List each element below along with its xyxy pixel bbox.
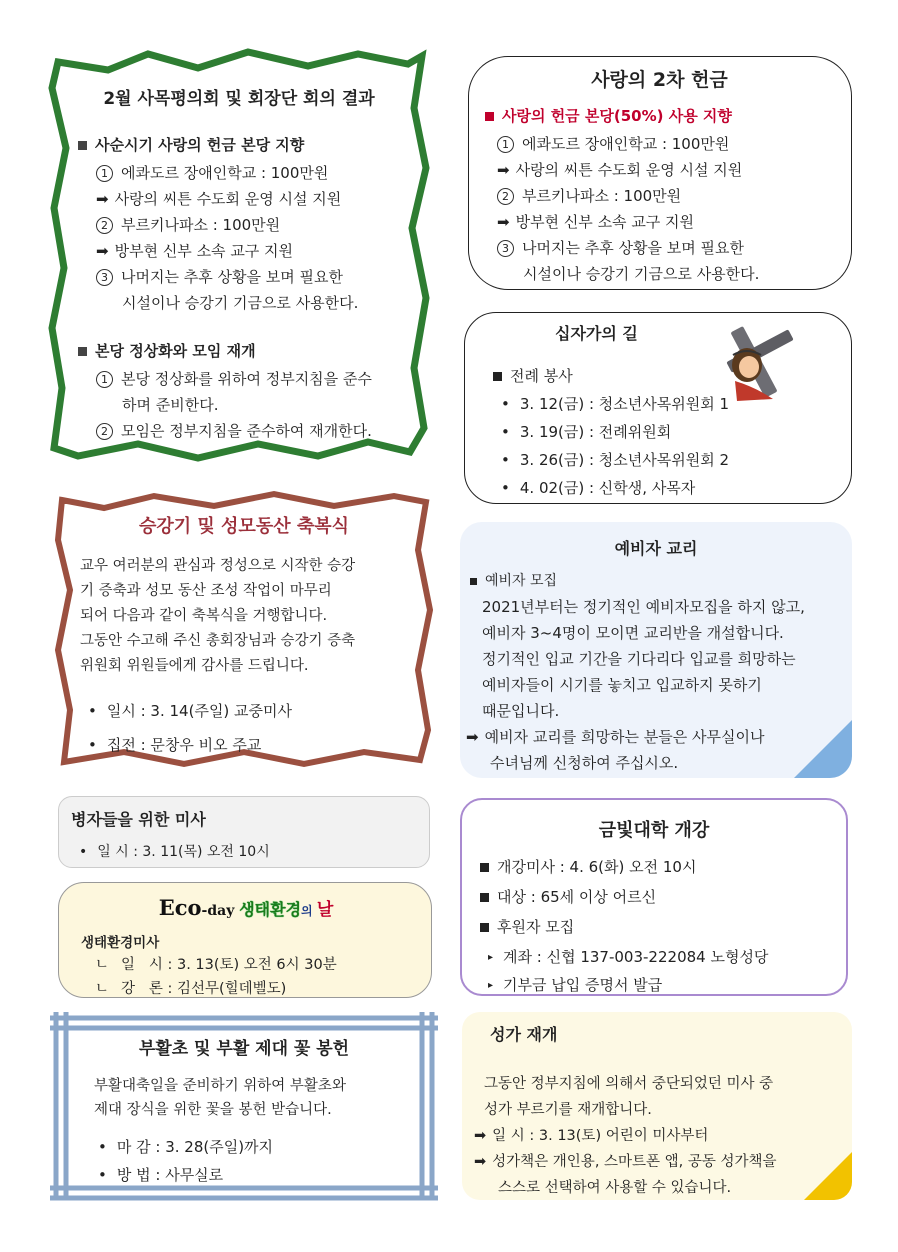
bullet-dot-icon: • <box>501 395 510 413</box>
ecoday-row <box>95 953 337 974</box>
heading-text: 사랑의 헌금 본당(50%) 사용 지향 <box>502 107 732 125</box>
catechumen-paragraph-line: 2021년부터는 정기적인 예비자모집을 하지 않고, <box>482 598 805 616</box>
blue-corner-accent <box>794 720 852 778</box>
circled-number-icon: 1 <box>497 136 514 153</box>
arrow-right-icon: ➡ <box>474 1128 487 1144</box>
day-word: -day <box>201 903 240 919</box>
heading-text: 전례 봉사 <box>510 367 573 385</box>
council-item <box>122 394 218 415</box>
blessing-bullet <box>88 734 261 755</box>
square-bullet-icon <box>480 863 489 872</box>
sick-mass-section <box>58 796 430 868</box>
item-text: 대상 : 65세 이상 어르신 <box>497 888 657 906</box>
love-offering-title: 사랑의 2차 헌금 <box>591 69 728 91</box>
bullet-text: 마 감 : 3. 28(주일)까지 <box>116 1138 274 1156</box>
ecoday-section <box>58 882 432 998</box>
square-bullet-icon <box>470 578 477 585</box>
council-item <box>122 292 358 313</box>
hymns-note <box>474 1150 777 1171</box>
council-item <box>96 214 280 235</box>
item-text: 3. 26(금) : 청소년사목위원회 2 <box>519 451 730 469</box>
council-section1-heading <box>78 134 304 155</box>
flowers-section <box>50 1012 438 1200</box>
item-text: 개강미사 : 4. 6(화) 오전 10시 <box>497 858 697 876</box>
offering-item <box>497 185 681 206</box>
blessing-title: 승강기 및 성모동산 축복식 <box>138 516 350 537</box>
bullet-text: 방 법 : 사무실로 <box>116 1166 224 1184</box>
catechumen-paragraph-line: 예비자들이 시기를 놓치고 입교하지 못하기 <box>482 676 762 694</box>
bullet-dot-icon: • <box>501 451 510 469</box>
golden-univ-section <box>460 798 848 996</box>
hymns-title: 성가 재개 <box>490 1025 558 1044</box>
stations-item <box>501 449 729 470</box>
bullet-text: 일시 : 3. 14(주일) 교중미사 <box>106 702 293 720</box>
arrow-right-icon: ➡ <box>497 161 510 179</box>
item-text: 하며 준비한다. <box>122 396 219 414</box>
blessing-section <box>54 490 434 768</box>
flowers-paragraph-line: 부활대축일을 준비하기 위하여 부활초와 <box>94 1078 346 1094</box>
bullet-dot-icon: • <box>501 479 510 497</box>
sick-mass-item <box>79 841 270 861</box>
council-item <box>96 368 372 389</box>
item-text: 3. 19(금) : 전례위원회 <box>519 423 672 441</box>
catechumen-heading <box>470 570 557 590</box>
day-kr-word: 날 <box>316 900 334 920</box>
note-text: 예비자 교리를 희망하는 분들은 사무실이나 <box>484 728 765 746</box>
square-bullet-icon <box>485 112 494 121</box>
hymns-paragraph-line: 그동안 정부지침에 의해서 중단되었던 미사 중 <box>484 1076 774 1092</box>
item-text: 4. 02(금) : 신학생, 사목자 <box>519 479 696 497</box>
item-text: 에콰도르 장애인학교 : 100만원 <box>522 135 730 153</box>
blessing-paragraph-line: 되어 다음과 같이 축복식을 거행합니다. <box>80 608 328 624</box>
hymns-section <box>462 1012 852 1200</box>
blessing-paragraph-line: 위원회 위원들에게 감사를 드립니다. <box>80 658 309 674</box>
council-item <box>96 240 293 261</box>
catechumen-paragraph-line: 예비자 3~4명이 모이면 교리반을 개설합니다. <box>482 624 784 642</box>
catechumen-paragraph-line: 때문입니다. <box>482 702 560 720</box>
of-word: 의 <box>301 904 317 918</box>
council-section <box>48 48 430 460</box>
catechumen-paragraph-line: 정기적인 입교 기간을 기다리다 입교를 희망하는 <box>482 650 796 668</box>
note-text: 일 시 : 3. 13(토) 어린이 미사부터 <box>492 1128 709 1144</box>
bullet-dot-icon: • <box>98 1138 107 1156</box>
yellow-corner-accent <box>804 1152 852 1200</box>
item-text: 시설이나 승강기 기금으로 사용한다. <box>122 294 359 312</box>
sick-mass-title: 병자들을 위한 미사 <box>71 810 206 829</box>
golden-univ-item <box>480 856 696 877</box>
flowers-paragraph-line: 제대 장식을 위한 꽃을 봉헌 받습니다. <box>94 1102 332 1118</box>
item-text: 부르키나파소 : 100만원 <box>522 187 682 205</box>
square-bullet-icon <box>493 372 502 381</box>
item-text: 일 시 : 3. 11(목) 오전 10시 <box>97 844 270 860</box>
item-text: 방부현 신부 소속 교구 지원 <box>515 213 695 231</box>
section1-heading-text: 사순시기 사랑의 헌금 본당 지향 <box>95 136 305 154</box>
row-colon: : <box>162 957 177 973</box>
row-colon: : <box>162 981 177 997</box>
circled-number-icon: 3 <box>96 269 113 286</box>
council-title: 2월 사목평의회 및 회장단 회의 결과 <box>103 89 375 109</box>
stations-heading <box>493 365 573 386</box>
hymns-note: 스스로 선택하여 사용할 수 있습니다. <box>498 1180 732 1196</box>
flowers-bullet <box>98 1136 273 1157</box>
council-item <box>96 162 328 183</box>
arrow-right-icon: ➡ <box>96 242 109 260</box>
item-text: 사랑의 씨튼 수도회 운영 시설 지원 <box>114 190 342 208</box>
green-word: 생태환경 <box>239 900 302 919</box>
golden-univ-subitem <box>488 946 768 967</box>
golden-univ-item <box>480 886 656 907</box>
section2-heading-text: 본당 정상화와 모임 재개 <box>95 342 256 360</box>
blessing-paragraph-line: 교우 여러분의 관심과 정성으로 시작한 승강 <box>80 558 356 574</box>
stations-item <box>501 393 729 414</box>
arrow-right-icon: ➡ <box>474 1154 487 1170</box>
stations-item <box>501 477 695 498</box>
item-text: 후원자 모집 <box>497 918 575 936</box>
bullet-dot-icon: • <box>98 1166 107 1184</box>
item-text: 방부현 신부 소속 교구 지원 <box>114 242 294 260</box>
arrow-right-icon: ➡ <box>497 213 510 231</box>
offering-item <box>497 237 744 258</box>
blessing-bullet <box>88 700 292 721</box>
circled-number-icon: 1 <box>96 371 113 388</box>
council-section2-heading <box>78 340 256 361</box>
catechumen-title: 예비자 교리 <box>614 539 698 558</box>
offering-item <box>497 159 742 180</box>
ecoday-row <box>95 977 286 998</box>
offering-item <box>523 263 759 284</box>
hymns-note <box>474 1124 708 1145</box>
bullet-dot-icon: • <box>88 736 97 754</box>
row-value: 김선무(힐데벨도) <box>176 981 287 997</box>
bullet-dot-icon: • <box>79 844 88 860</box>
offering-item <box>497 133 729 154</box>
council-item <box>96 266 343 287</box>
blessing-paragraph-line: 기 증축과 성모 동산 조성 작업이 마무리 <box>80 583 332 599</box>
row-label: 강 론 <box>121 981 163 997</box>
note-text: 성가책은 개인용, 스마트폰 앱, 공동 성가책을 <box>492 1154 777 1170</box>
item-text: 모임은 정부지침을 준수하여 재개한다. <box>121 422 372 440</box>
corner-icon: ㄴ <box>95 981 110 997</box>
item-text: 나머지는 추후 상황을 보며 필요한 <box>121 268 343 286</box>
golden-univ-title: 금빛대학 개강 <box>598 820 710 841</box>
square-bullet-icon <box>78 141 87 150</box>
square-bullet-icon <box>78 347 87 356</box>
golden-univ-item <box>480 916 574 937</box>
flowers-bullet <box>98 1164 223 1185</box>
flowers-title: 부활초 및 부활 제대 꽃 봉헌 <box>138 1039 350 1059</box>
square-bullet-icon <box>480 923 489 932</box>
stations-title: 십자가의 길 <box>555 324 638 343</box>
item-text: 사랑의 씨튼 수도회 운영 시설 지원 <box>515 161 743 179</box>
circled-number-icon: 2 <box>497 188 514 205</box>
item-text: 3. 12(금) : 청소년사목위원회 1 <box>519 395 730 413</box>
ecoday-subtitle: 생태환경미사 <box>81 935 160 951</box>
offering-item <box>497 211 694 232</box>
subitem-text: 기부금 납입 증명서 발급 <box>503 976 663 994</box>
triangle-bullet-icon: ▸ <box>488 952 494 963</box>
jesus-carrying-cross-illustration <box>717 321 799 403</box>
square-bullet-icon <box>480 893 489 902</box>
item-text: 부르키나파소 : 100만원 <box>121 216 281 234</box>
eco-word: Eco <box>158 895 202 920</box>
circled-number-icon: 2 <box>96 423 113 440</box>
catechumen-note <box>466 726 764 747</box>
love-offering-section <box>468 56 852 290</box>
item-text: 시설이나 승강기 기금으로 사용한다. <box>523 265 760 283</box>
heading-text: 예비자 모집 <box>485 573 558 589</box>
corner-icon: ㄴ <box>95 957 110 973</box>
golden-univ-subitem <box>488 974 662 995</box>
item-text: 에콰도르 장애인학교 : 100만원 <box>121 164 329 182</box>
circled-number-icon: 2 <box>96 217 113 234</box>
arrow-right-icon: ➡ <box>96 190 109 208</box>
love-offering-heading <box>485 105 732 126</box>
stations-item <box>501 421 671 442</box>
triangle-bullet-icon: ▸ <box>488 980 494 991</box>
row-value: 3. 13(토) 오전 6시 30분 <box>176 957 337 973</box>
council-item <box>96 420 372 441</box>
catechumen-section <box>460 522 852 778</box>
item-text: 나머지는 추후 상황을 보며 필요한 <box>522 239 744 257</box>
item-text: 본당 정상화를 위하여 정부지침을 준수 <box>121 370 372 388</box>
bullet-dot-icon: • <box>88 702 97 720</box>
stations-section <box>464 312 852 504</box>
catechumen-note: 수녀님께 신청하여 주십시오. <box>490 754 679 772</box>
council-item <box>96 188 341 209</box>
ecoday-title <box>59 895 433 920</box>
arrow-right-icon: ➡ <box>466 728 479 746</box>
blessing-paragraph-line: 그동안 수고해 주신 총회장님과 승강기 증축 <box>80 633 356 649</box>
bullet-text: 집전 : 문창우 비오 주교 <box>106 736 262 754</box>
subitem-text: 계좌 : 신협 137-003-222084 노형성당 <box>503 948 769 966</box>
bullet-dot-icon: • <box>501 423 510 441</box>
circled-number-icon: 1 <box>96 165 113 182</box>
hymns-paragraph-line: 성가 부르기를 재개합니다. <box>484 1102 652 1118</box>
circled-number-icon: 3 <box>497 240 514 257</box>
row-label: 일 시 <box>121 957 163 973</box>
